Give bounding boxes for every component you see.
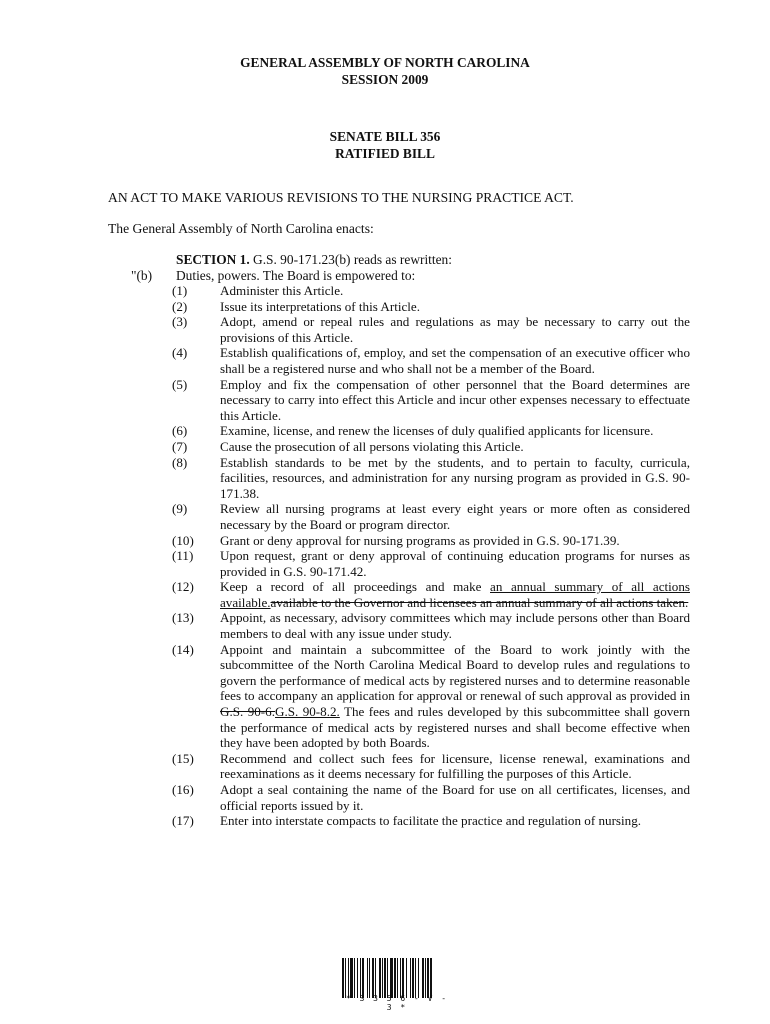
section-heading bbox=[176, 252, 452, 268]
barcode-bar bbox=[350, 958, 353, 998]
list-item bbox=[172, 314, 690, 345]
item-text: Adopt a seal containing the name of the Board for use on all certificates, licenses, and official reports issued by it. bbox=[220, 782, 690, 813]
barcode-bar bbox=[367, 958, 368, 998]
item-text: Adopt, amend or repeal rules and regulations as may be necessary to carry out the provisions of this Article. bbox=[220, 314, 690, 345]
barcode-bar bbox=[369, 958, 370, 998]
barcode-bar bbox=[415, 958, 416, 998]
item-number: (15) bbox=[172, 750, 194, 766]
item-text: Employ and fix the compensation of other personnel that the Board determines are necessary to carry into effect this Article and incur other expenses necessary to effectuate this Article. bbox=[220, 376, 690, 423]
item-number: (5) bbox=[172, 376, 188, 392]
list-item bbox=[172, 439, 690, 455]
barcode-bar bbox=[348, 958, 349, 998]
item-number: (12) bbox=[172, 579, 194, 595]
item-number: (2) bbox=[172, 298, 188, 314]
barcode-bar bbox=[357, 958, 358, 998]
list-item bbox=[172, 782, 690, 813]
item-number: (13) bbox=[172, 610, 194, 626]
item-number: (14) bbox=[172, 641, 194, 657]
item-number: (1) bbox=[172, 283, 188, 298]
item-text: Examine, license, and renew the licenses of duly qualified applicants for licensure. bbox=[220, 423, 654, 439]
item-number: (7) bbox=[172, 438, 188, 454]
item-text: Establish standards to be met by the students, and to pertain to faculty, curricula, facilities, resources, and administration for any nursing program as provided in G.S. 90-171.38. bbox=[220, 454, 690, 501]
item-text: Cause the prosecution of all persons violating this Article. bbox=[220, 438, 524, 454]
list-item bbox=[172, 579, 690, 610]
barcode-image bbox=[342, 958, 452, 998]
item-number: (6) bbox=[172, 423, 188, 439]
barcode-bar bbox=[360, 958, 361, 998]
barcode-bar bbox=[422, 958, 424, 998]
item-text-plain: Appoint and maintain a subcommittee of the Board to work jointly with the subcommittee of the North Carolina Medical Board to develop rules and regulations to govern the performance of medical acts by registered nurses and to determine reasonable fees to accompany an application for approval or renewal of such approval as provided in bbox=[220, 641, 690, 704]
session-title: SESSION 2009 bbox=[341, 72, 429, 87]
subsection-mark: "(b) bbox=[131, 268, 153, 283]
barcode-bar bbox=[342, 958, 344, 998]
barcode-bar bbox=[384, 958, 386, 998]
barcode-bar bbox=[427, 958, 429, 998]
item-number: (3) bbox=[172, 314, 188, 330]
list-item bbox=[172, 455, 690, 502]
item-text: Recommend and collect such fees for licensure, license renewal, examinations and reexaminations as it deems necessary for fulfilling the purposes of this Article. bbox=[220, 750, 690, 782]
barcode-bar bbox=[412, 958, 414, 998]
deleted-text: G.S. 90-6. bbox=[220, 704, 275, 720]
item-text: Review all nursing programs at least every eight years or more often as considered necessary by the Board or program director. bbox=[220, 501, 690, 532]
list-item bbox=[172, 423, 690, 439]
assembly-title: GENERAL ASSEMBLY OF NORTH CAROLINA bbox=[240, 55, 530, 70]
list-item bbox=[172, 345, 690, 376]
barcode-bar bbox=[345, 958, 346, 998]
barcode-text: * S 3 5 6 - V - 3 * bbox=[345, 994, 449, 1012]
duties-list bbox=[172, 283, 690, 829]
item-text: Upon request, grant or deny approval of continuing education programs for nurses as provided in G.S. 90-171.42. bbox=[220, 548, 690, 579]
item-number: (16) bbox=[172, 782, 194, 797]
inserted-text: G.S. 90-8.2. bbox=[275, 704, 340, 720]
barcode-bar bbox=[375, 958, 376, 998]
list-item bbox=[172, 813, 690, 829]
list-item bbox=[172, 377, 690, 424]
item-text: Grant or deny approval for nursing programs as provided in G.S. 90-171.39. bbox=[220, 532, 620, 548]
list-item bbox=[172, 283, 690, 299]
barcode-bar bbox=[397, 958, 398, 998]
list-item bbox=[172, 610, 690, 641]
item-number: (9) bbox=[172, 501, 188, 517]
item-text: Appoint, as necessary, advisory committees which may include persons other than Board members to deal with any issue under study. bbox=[220, 610, 690, 642]
item-text: Issue its interpretations of this Article. bbox=[220, 298, 421, 314]
barcode-bar bbox=[410, 958, 411, 998]
section-text: G.S. 90-171.23(b) reads as rewritten: bbox=[249, 252, 452, 267]
bill-status: RATIFIED BILL bbox=[335, 146, 435, 161]
enacting-clause: The General Assembly of North Carolina enacts: bbox=[108, 221, 374, 236]
list-item bbox=[172, 642, 690, 751]
inserted-text: an annual summary of all actions available. bbox=[220, 579, 690, 610]
list-item bbox=[172, 533, 690, 549]
barcode-bar bbox=[390, 958, 393, 998]
item-number: (8) bbox=[172, 454, 188, 470]
list-item bbox=[172, 751, 690, 782]
item-text-plain-tail: The fees and rules developed by this subcommittee shall govern the performance of medical acts by registered nurses and shall become effective when they have been adopted by both Boards. bbox=[220, 704, 691, 751]
barcode-bar bbox=[362, 958, 364, 998]
item-text-plain: Keep a record of all proceedings and make bbox=[220, 579, 491, 595]
item-text: Enter into interstate compacts to facilitate the practice and regulation of nursing. bbox=[220, 813, 642, 829]
barcode-bar bbox=[394, 958, 396, 998]
barcode-bar bbox=[382, 958, 383, 998]
barcode-bar bbox=[372, 958, 374, 998]
list-item bbox=[172, 501, 690, 532]
item-number: (11) bbox=[172, 548, 194, 564]
item-number: (17) bbox=[172, 813, 194, 829]
deleted-text: available to the Governor and licensees an annual summary of all actions taken. bbox=[270, 594, 689, 610]
barcode-bar bbox=[400, 958, 401, 998]
list-item bbox=[172, 548, 690, 579]
barcode-bar bbox=[425, 958, 426, 998]
item-number: (10) bbox=[172, 532, 194, 548]
list-item bbox=[172, 299, 690, 315]
barcode-bar bbox=[418, 958, 419, 998]
section-label: SECTION 1. bbox=[176, 252, 250, 267]
item-text bbox=[220, 579, 690, 610]
bill-number: SENATE BILL 356 bbox=[329, 129, 441, 144]
barcode-bar bbox=[354, 958, 355, 998]
barcode-bar bbox=[387, 958, 388, 998]
act-title: AN ACT TO MAKE VARIOUS REVISIONS TO THE NURSING PRACTICE ACT. bbox=[108, 190, 574, 205]
item-text: Establish qualifications of, employ, and set the compensation of an executive officer who shall be a registered nurse and who shall not be a member of the Board. bbox=[220, 345, 690, 376]
barcode-bar bbox=[379, 958, 381, 998]
item-number: (4) bbox=[172, 345, 188, 361]
barcode-bar bbox=[402, 958, 404, 998]
barcode-bar bbox=[430, 958, 432, 998]
item-text bbox=[220, 642, 690, 751]
subsection-lead: Duties, powers. The Board is empowered to: bbox=[176, 268, 416, 283]
item-text: Administer this Article. bbox=[220, 283, 344, 298]
barcode-bar bbox=[406, 958, 407, 998]
